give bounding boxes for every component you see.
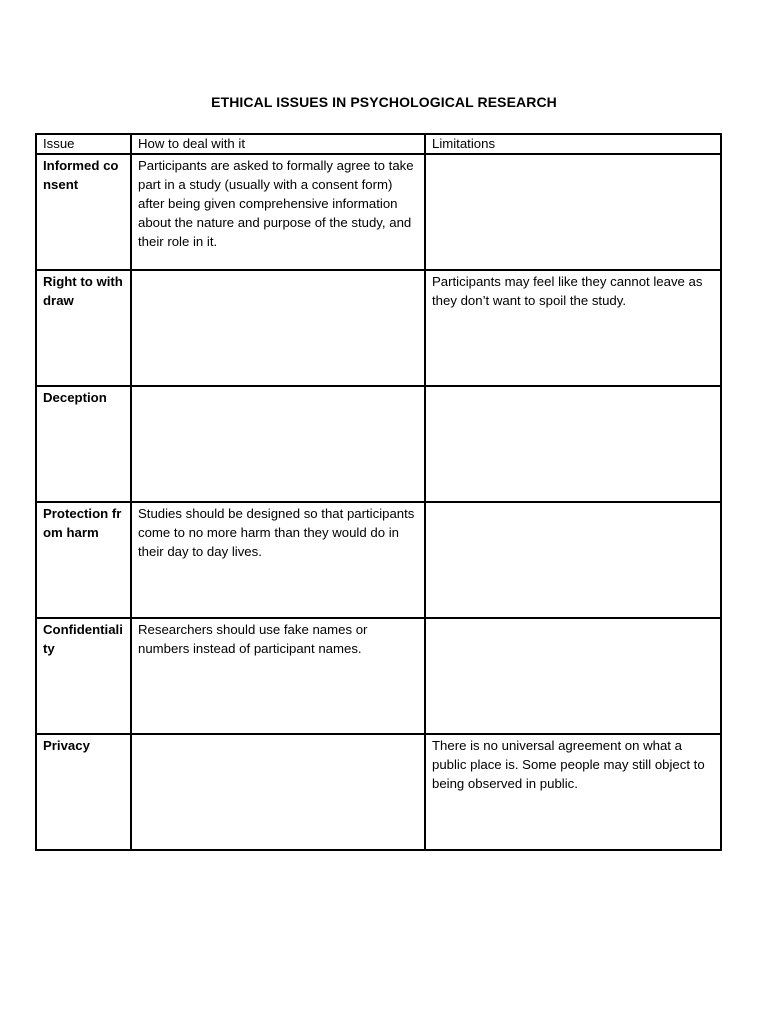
issue-cell: Privacy	[36, 734, 131, 850]
table-row	[36, 270, 721, 386]
how-to-deal-cell: Studies should be designed so that participants come to no more harm than they would do in their day to day lives.	[131, 502, 425, 618]
limitations-cell: There is no universal agreement on what a public place is. Some people may still object to being observed in public.	[425, 734, 721, 850]
issue-cell: Right to withdraw	[36, 270, 131, 386]
table-row	[36, 154, 721, 270]
table-row	[36, 618, 721, 734]
table-row	[36, 734, 721, 850]
how-to-deal-cell: Researchers should use fake names or numbers instead of participant names.	[131, 618, 425, 734]
how-to-deal-cell: Participants are asked to formally agree to take part in a study (usually with a consent form) after being given comprehensive information about the nature and purpose of the study, and their role in it.	[131, 154, 425, 270]
how-to-deal-cell	[131, 386, 425, 502]
limitations-cell	[425, 154, 721, 270]
issue-cell: Confidentiality	[36, 618, 131, 734]
how-to-deal-cell	[131, 734, 425, 850]
limitations-cell	[425, 386, 721, 502]
header-issue: Issue	[36, 134, 131, 154]
issue-cell: Protection from harm	[36, 502, 131, 618]
header-limitations: Limitations	[425, 134, 721, 154]
limitations-cell	[425, 502, 721, 618]
issue-cell: Deception	[36, 386, 131, 502]
table-header-row	[36, 134, 721, 154]
limitations-cell: Participants may feel like they cannot leave as they don’t want to spoil the study.	[425, 270, 721, 386]
page-title: ETHICAL ISSUES IN PSYCHOLOGICAL RESEARCH	[211, 94, 557, 110]
ethical-issues-table	[35, 133, 722, 851]
limitations-cell	[425, 618, 721, 734]
header-how-to-deal: How to deal with it	[131, 134, 425, 154]
issue-cell: Informed consent	[36, 154, 131, 270]
table-row	[36, 502, 721, 618]
table-row	[36, 386, 721, 502]
how-to-deal-cell	[131, 270, 425, 386]
